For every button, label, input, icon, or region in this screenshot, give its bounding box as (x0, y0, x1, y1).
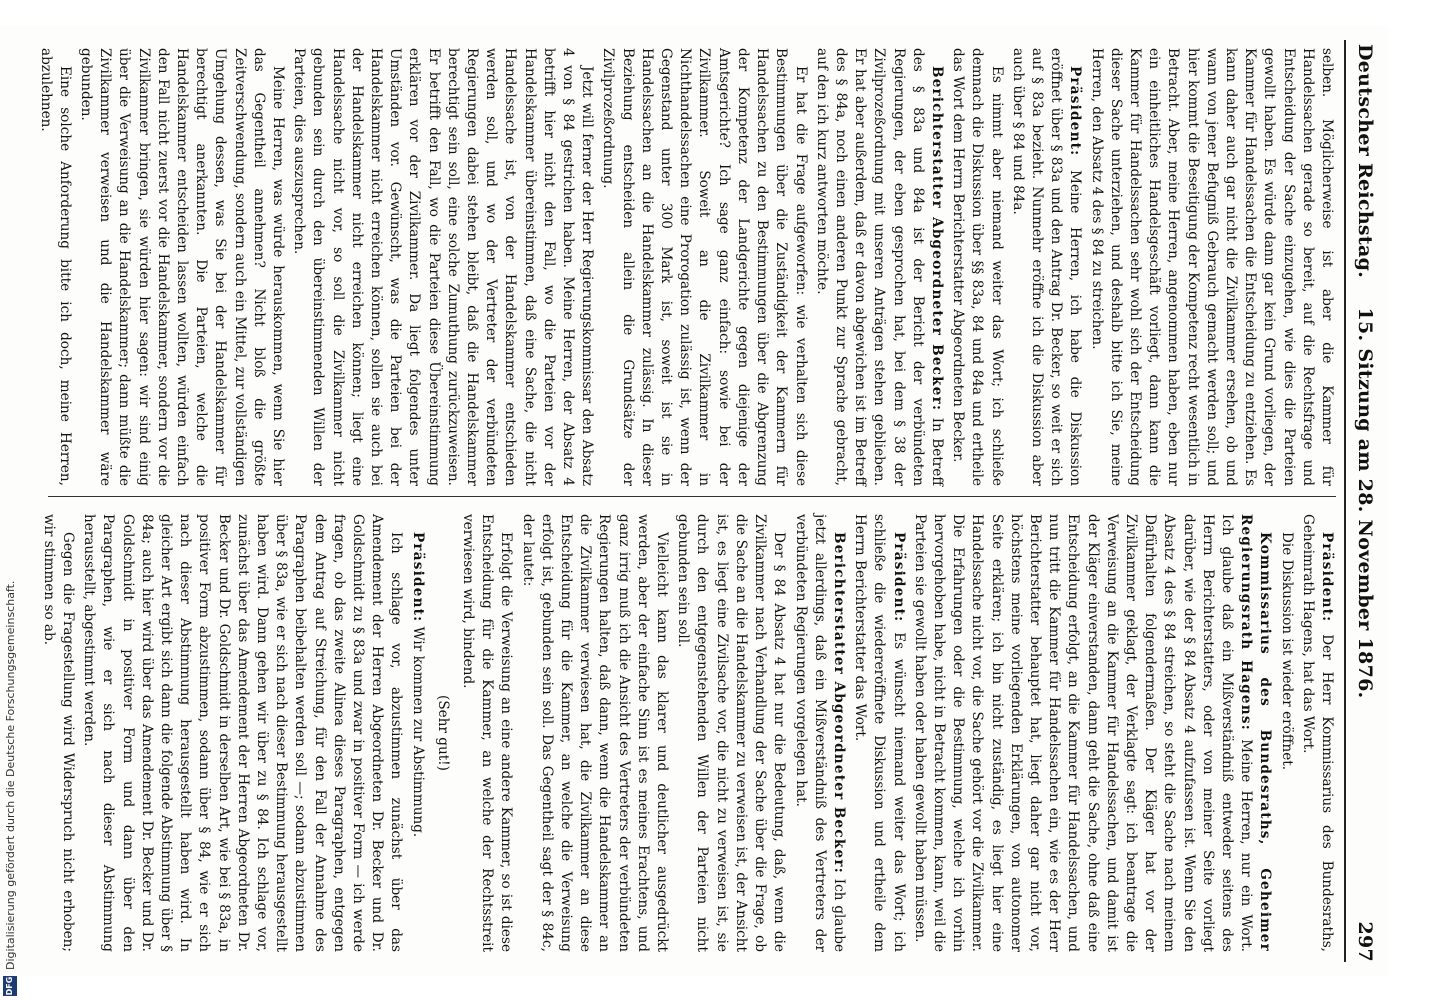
paragraph-text: In Betreff des § 83a und 84a ist der Bericht der verbündeten Regierungen, der eben gesprochen hat, bei dem § 38 der Zivilprozeßordnung mit unseren Anträgen stehen geblieben. Er hat aber außerdem, daß er davon abgewichen ist im Betreff des § 84a, noch einen anderen Punkt zur Sprache gebracht, auf den ich kurz antworten möchte. (813, 48, 945, 486)
right-column (40, 514, 1336, 953)
paragraph: Jetzt will ferner der Herr Regierungskommissar den Absatz 4 von § 84 gestrichen haben. Meine Herren, der Absatz 4 betrifft hier nicht den Fall, wo die Parteien vor der Handelskammer übereinstimmen, daß eine Sache, die nicht Handelssache ist, von der Handelskammer entschieden werden soll, und wo der Vertreter der verbündeten Regierungen dabei stehen bleibt, daß die Handelskammer berechtigt sein soll, eine solche Zumuthung zurückzuweisen. Er betrifft den Fall, wo die Parteien diese Übereinstimmung erklären vor der Zivilkammer. Da liegt folgendes unter Umständen vor. Gewünscht, was die Parteien bei der Handelskammer nicht erreichen können, sollen sie auch bei der Handelskammer nicht erreichen können; liegt eine Handelssache nicht vor, so soll die Zivilkammer nicht gebunden sein durch den übereinstimmenden Willen der Parteien, dies auszusprechen. (291, 48, 596, 486)
left-column (37, 48, 1336, 486)
speaker: Präsident: (1067, 66, 1084, 157)
digitization-credit (0, 0, 22, 1000)
paragraph: Meine Herren, was würde herauskommen, wenn Sie hier das Gegentheil annehmen? Nicht bloß die größte Zeitverschwendung, sondern auch ein Mittel, zur vollständigen Umgehung dessen, was Sie bei der Handelskammer für berechtigt anerkannten. Die Parteien, welche die Handelskammer entscheiden lassen wollten, würden einfach den Fall nicht zuerst vor die Handelskammer, sondern vor die Zivilkammer bringen, sie würden hier sagen: wir sind einig über die Verweisung an die Handelskammer; dann müßte die Zivilkammer verweisen und die Handelskammer wäre gebunden. (78, 48, 287, 486)
paragraph: Eine solche Anforderung bitte ich doch, meine Herren, abzulehnen. (37, 48, 73, 486)
scanned-page (0, 26, 1388, 976)
paragraph: selben. Möglicherweise ist aber die Kammer für Handelssachen gerade so bereit, auf die Rechtsfrage und Entscheidung der Sache einzugehen, wie dies die Parteien gewollt haben. Es würde dann gar kein Grund vorliegen, der Kammer für Handelssachen die Entscheidung zu entziehen. Es kann daher auch gar nicht die Zivilkammer ersehen, ob und wann von jener Befugniß Gebrauch gemacht werden soll; und hier kommt die Beseitigung der Kompetenz recht wesentlich in Betracht. Aber, meine Herren, angenommen haben, eben nur ein einheitliches Handelsgeschäft vorliegt, dann kann die Kammer für Handelssachen sehr wohl sich der Entscheidung dieser Sache unterziehen, und deshalb bitte ich Sie, meine Herren, den Absatz 4 des § 84 zu streichen. (1088, 48, 1335, 486)
paragraph: Gegen die Fragestellung wird Widerspruch nicht erhoben; wir stimmen so ab. (40, 514, 76, 952)
header-session: 15. Sitzung am 28. November 1876. (1354, 307, 1376, 699)
page-header (1348, 44, 1380, 962)
speaker: Präsident: (409, 532, 426, 623)
paragraph (407, 514, 426, 952)
paragraph-text: Ich glaube jetzt allerdings, daß ein Mißverständniß des Vertreters der verbündeten Regierungen vorgelegen hat. (792, 514, 847, 953)
speaker: Berichterstatter Abgeordneter Becker: (830, 532, 847, 874)
paragraph-text: Meine Herren, nur ein Wort. Ich glaube daß ein Mißverständniß entweder seitens des Herrn Berichterstatters, oder von meiner Seite vorliegt darüber, wie der § 84 Absatz 4 aufzufassen ist. Wenn Sie den Absatz 4 des § 84 streichen, so steht die Sache nach meinem Dafürhalten folgendermaßen. Der Kläger hat vor der Zivilkammer geklagt, der Verklagte sagt: ich beantrage die Verweisung an die Kammer für Handelssachen, und damit ist der Kläger einverstanden, dann geht die Sache, ohne daß eine Entscheidung erfolgt, an die Kammer für Handelssachen, und nun tritt die Kammer für Handelssachen ein, wie es der Herr Berichterstatter behauptet hat, liegt daher gar nicht vor, höchstens meine vorliegenden Erklärungen, von autonomer Seite erklären; ich bin nicht zuständig, es liegt hier eine Handelssache nicht vor, die Sache gehört vor die Zivilkammer. Die Erfahrungen oder die Bestimmung, welche ich vorhin hervorgehoben habe, nicht in Betracht kommen, kann, weil die Parteien sie gewollt haben oder haben gewollt haben müssen. (911, 514, 1255, 952)
speaker: Kommissarius des Bundesraths, Geheimer Regierungsrath Hagens: (1238, 514, 1274, 952)
paragraph: Vielleicht kann das klarer und deutlicher ausgedrückt werden, aber der einfache Sinn ist es meines Erachtens, und ganz irrig muß ich die Ansicht des Vertreters der verbündeten Regierungen halten, daß dann, wenn die Handelskammer an die Zivilkammer verwiesen hat, die Zivilkammer an diese Entscheidung für die Kammer, an welche die Verweisung erfolgt ist, gebunden sein soll. Das Gegentheil sagt der § 84c, der lautet: (519, 514, 671, 952)
interjection: (Sehr gut!) (434, 695, 451, 771)
header-rule (1344, 40, 1346, 962)
paragraph (1298, 514, 1336, 952)
paragraph-text: Der Herr Kommissarius des Bundesraths, Geheimrath Hagens, hat das Wort. (1299, 514, 1335, 952)
paragraph (790, 514, 848, 952)
credit-text: Digitalisierung gefördert durch die Deutsche Forschungsgemeinschaft. (4, 580, 17, 970)
paragraph (910, 514, 1275, 952)
paragraph (850, 514, 908, 952)
paragraph: Die Diskussion ist wieder eröffnet. (1278, 532, 1295, 771)
paragraph: Er hat die Frage aufgeworfen: wie verhalten sich diese Bestimmungen über die Zuständigkeit der Kammern für Handelssachen zu den Bestimmungen über die Abgrenzung der Kompetenz der Landgerichte gegen diejenige der Amtsgerichte? Ich sage ganz einfach: sowie bei der Zivilkammer. Soweit an die Zivilkammer in Nichthandelssachen eine Prorogation zulässig ist, wenn der Gegenstand unter 300 Mark ist, soweit ist sie in Handelssachen an die Handelskammer zulässig. In dieser Beziehung entscheiden allein die Grundsätze der Zivilprozeßordnung. (600, 48, 809, 486)
paragraph-text: Es wünscht niemand weiter das Wort; ich schließe die wiedereröffnete Diskussion und ertheile dem Herrn Berichterstatter das Wort. (852, 514, 907, 952)
column-divider (48, 496, 1336, 497)
paragraph (1008, 48, 1085, 486)
paragraph: Der § 84 Absatz 4 hat nur die Bedeutung, daß, wenn die Zivilkammer nach Verhandlung der Sache über die Frage, ob die Sache an die Handelskammer zu verweisen ist, der Ansicht ist, es liegt eine Zivilsache vor, die nicht zu verweisen ist, sie durch den entgegenstehenden Willen der Parteien nicht gebunden sein soll. (675, 514, 788, 952)
paragraph (812, 48, 946, 486)
speaker: Präsident: (1319, 532, 1335, 623)
paragraph-text: Wir kommen zur Abstimmung. (409, 626, 426, 838)
quoted-paragraph: Erfolgt die Verweisung an eine andere Kammer, so ist diese Entscheidung für die Kammer, an welche der Rechtsstreit verwiesen wird, bindend. (460, 514, 515, 952)
speaker: Präsident: (890, 532, 907, 623)
header-title: Deutscher Reichstag. (1354, 44, 1376, 279)
dfg-logo-icon: DFG (3, 976, 17, 996)
paragraph: Es nimmt aber niemand weiter das Wort; ich schließe demnach die Diskussion über §§ 83a, 84 und 84a und ertheile das Wort dem Herrn Berichterstatter Abgeordneten Becker. (950, 48, 1005, 486)
page-number: 297 (1354, 921, 1376, 962)
paragraph-text: Meine Herren, ich habe die Diskussion eröffnet über § 83a und den Antrag Dr. Becker, so weit er sich auf § 83a bezieht. Nunmehr eröffne ich die Diskussion aber auch über § 84 und 84a. (1009, 48, 1084, 486)
speaker: Berichterstatter Abgeordneter Becker: (928, 66, 945, 412)
paragraph: Ich schlage vor, abzustimmen zunächst über das Amendement der Herren Abgeordneten Dr. Becker und Dr. Goldschmidt zu § 83a und zwar in positiver Form — ich werde fragen, ob das zweite Alinea dieses Paragraphen, entgegen dem Antrag auf Streichung, für den Fall der Annahme des Paragraphen beibehalten werden soll —; sodann abzustimmen über § 83a, wie er sich nach dieser Bestimmung herausgestellt haben wird. Dann gehen wir über zu § 84. Ich schlage vor, zunächst über das Amendement der Herren Abgeordneten Dr. Becker und Dr. Goldschmidt in derselben Art, wie bei § 83a, in positiver Form abzustimmen, sodann über § 84, wie er sich nach dieser Abstimmung herausgestellt haben wird. In gleicher Art ergibt sich dann die folgende Abstimmung über § 84a; auch hier wird über das Amendement Dr. Becker und Dr. Goldschmidt in positiver Form und dann über den Paragraphen, wie er sich nach dieser Abstimmung herausstellt, abgestimmt werden. (81, 514, 405, 952)
